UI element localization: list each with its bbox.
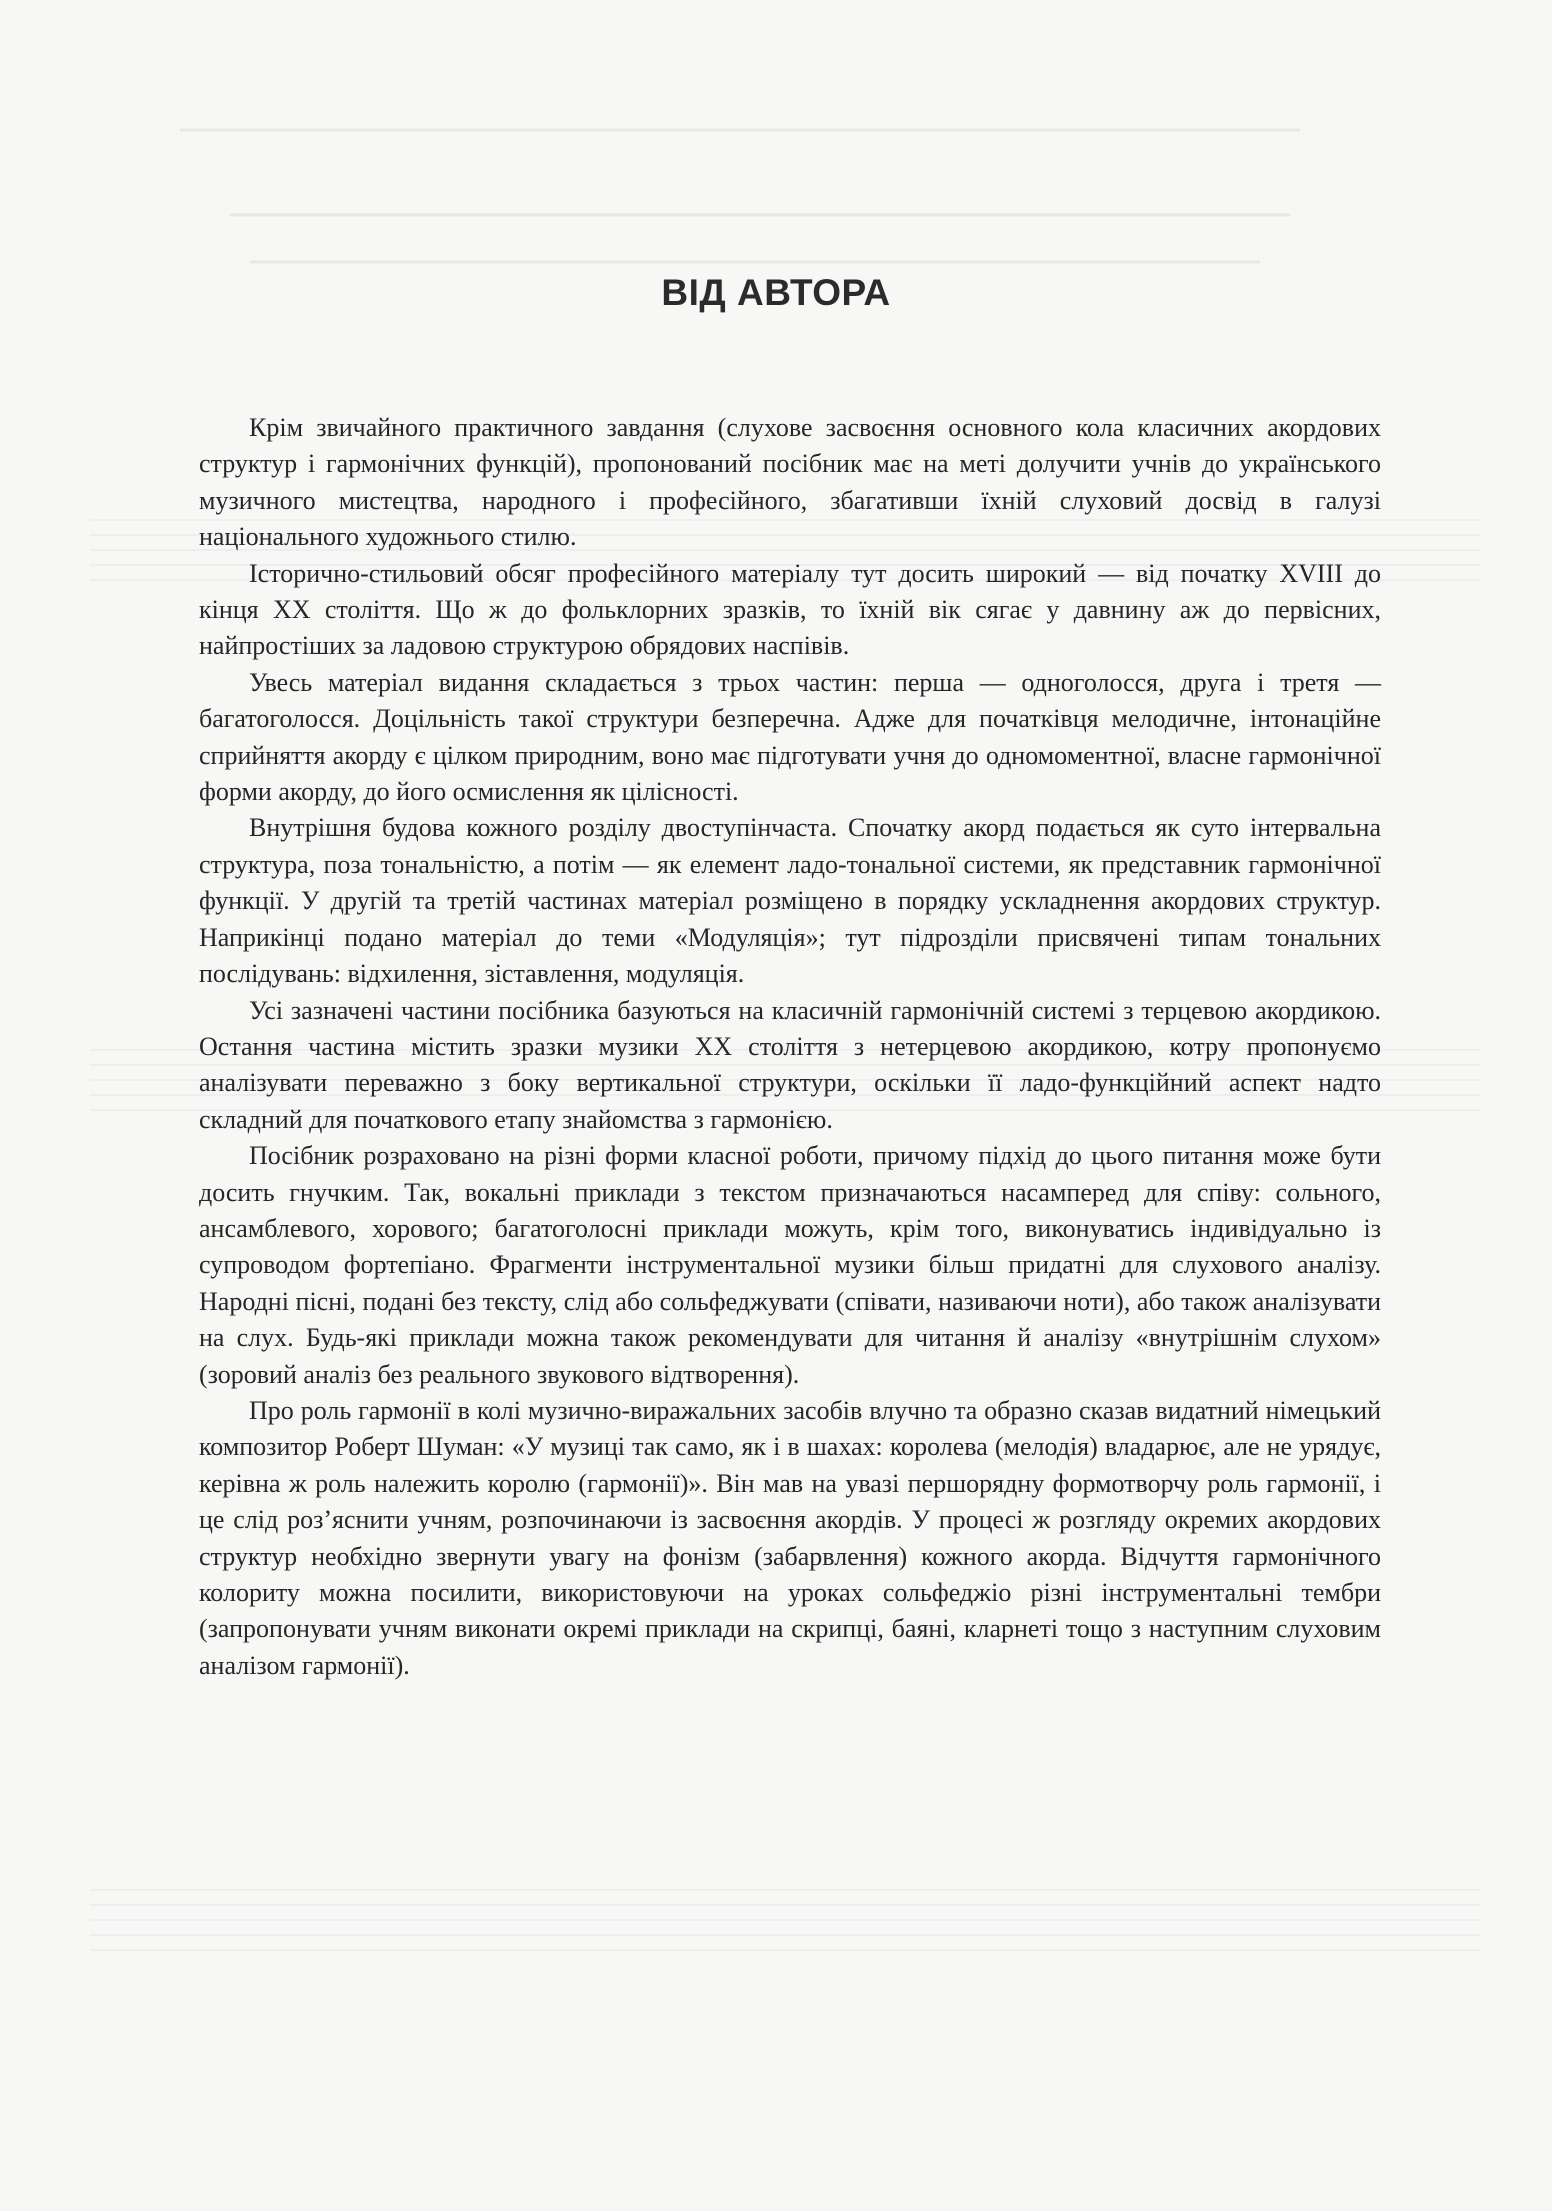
paragraph: Усі зазначені частини посібника базуються на класичній гармонічній системі з терцевою акордикою. Остання частина містить зразки музики XX століття з нетерцевою акордикою, котру пропонуємо аналізувати переважно з боку вертикальної структури, оскільки її ладо-функційний аспект надто складний для початкового етапу знайомства з гармонією. bbox=[199, 995, 1381, 1134]
paragraph: Крім звичайного практичного завдання (слухове засвоєння основного кола класичних акордових структур і гармонічних функцій), пропонований посібник має на меті долучити учнів до українського музичного мистецтва, народного і професійного, збагативши їхній слуховий досвід в галузі національного художнього стилю. bbox=[199, 413, 1381, 552]
paragraph: Посібник розраховано на різні форми класної роботи, причому підхід до цього питання може бути досить гнучким. Так, вокальні приклади з текстом призначаються насамперед для співу: сольного, ансамблевого, хорового; багатоголосні приклади можуть, крім того, виконуватись індивідуально із супроводом фортепіано. Фрагменти інструментальної музики більш придатні для слухового аналізу. Народні пісні, подані без тексту, слід або сольфеджувати (співати, називаючи ноти), або також аналізувати на слух. Будь-які приклади можна також рекомендувати для читання й аналізу «внутрішнім слухом» (зоровий аналіз без реального звукового відтворення). bbox=[199, 1141, 1381, 1389]
paragraph: Історично-стильовий обсяг професійного матеріалу тут досить широкий — від початку XVIII до кінця XX століття. Що ж до фольклорних зразків, то їхній вік сягає у давнину аж до первісних, найпростіших за ладовою структурою обрядових наспівів. bbox=[199, 558, 1381, 661]
page-title: ВІД АВТОРА bbox=[661, 272, 891, 313]
body-text bbox=[199, 410, 1381, 1684]
paragraph: Внутрішня будова кожного розділу двоступінчаста. Спочатку акорд подається як суто інтервальна структура, поза тональністю, а потім — як елемент ладо-тональної системи, як представник гармонічної функції. У другій та третій частинах матеріал розміщено в порядку ускладнення акордових структур. Наприкінці подано матеріал до теми «Модуляція»; тут підрозділи присвячені типам тональних послідувань: відхилення, зіставлення, модуляція. bbox=[199, 813, 1381, 989]
paragraph: Про роль гармонії в колі музично-виражальних засобів влучно та образно сказав видатний німецький композитор Роберт Шуман: «У музиці так само, як і в шахах: королева (мелодія) владарює, але не урядує, керівна ж роль належить королю (гармонії)». Він мав на увазі першорядну формотворчу роль гармонії, і це слід роз’яснити учням, розпочинаючи із засвоєння акордів. У процесі ж розгляду окремих акордових структур необхідно звернути увагу на фонізм (забарвлення) кожного акорда. Відчуття гармонічного колориту можна посилити, використовуючи на уроках сольфеджіо різні інструментальні тембри (запропонувати учням виконати окремі приклади на скрипці, баяні, кларнеті тощо з наступним слуховим аналізом гармонії). bbox=[199, 1395, 1381, 1680]
paragraph: Увесь матеріал видання складається з трьох частин: перша — одноголосся, друга і третя — багатоголосся. Доцільність такої структури безперечна. Адже для початківця мелодичне, інтонаційне сприйняття акорду є цілком природним, воно має підготувати учня до одномоментної, власне гармонічної форми акорду, до його осмислення як цілісності. bbox=[199, 667, 1381, 807]
